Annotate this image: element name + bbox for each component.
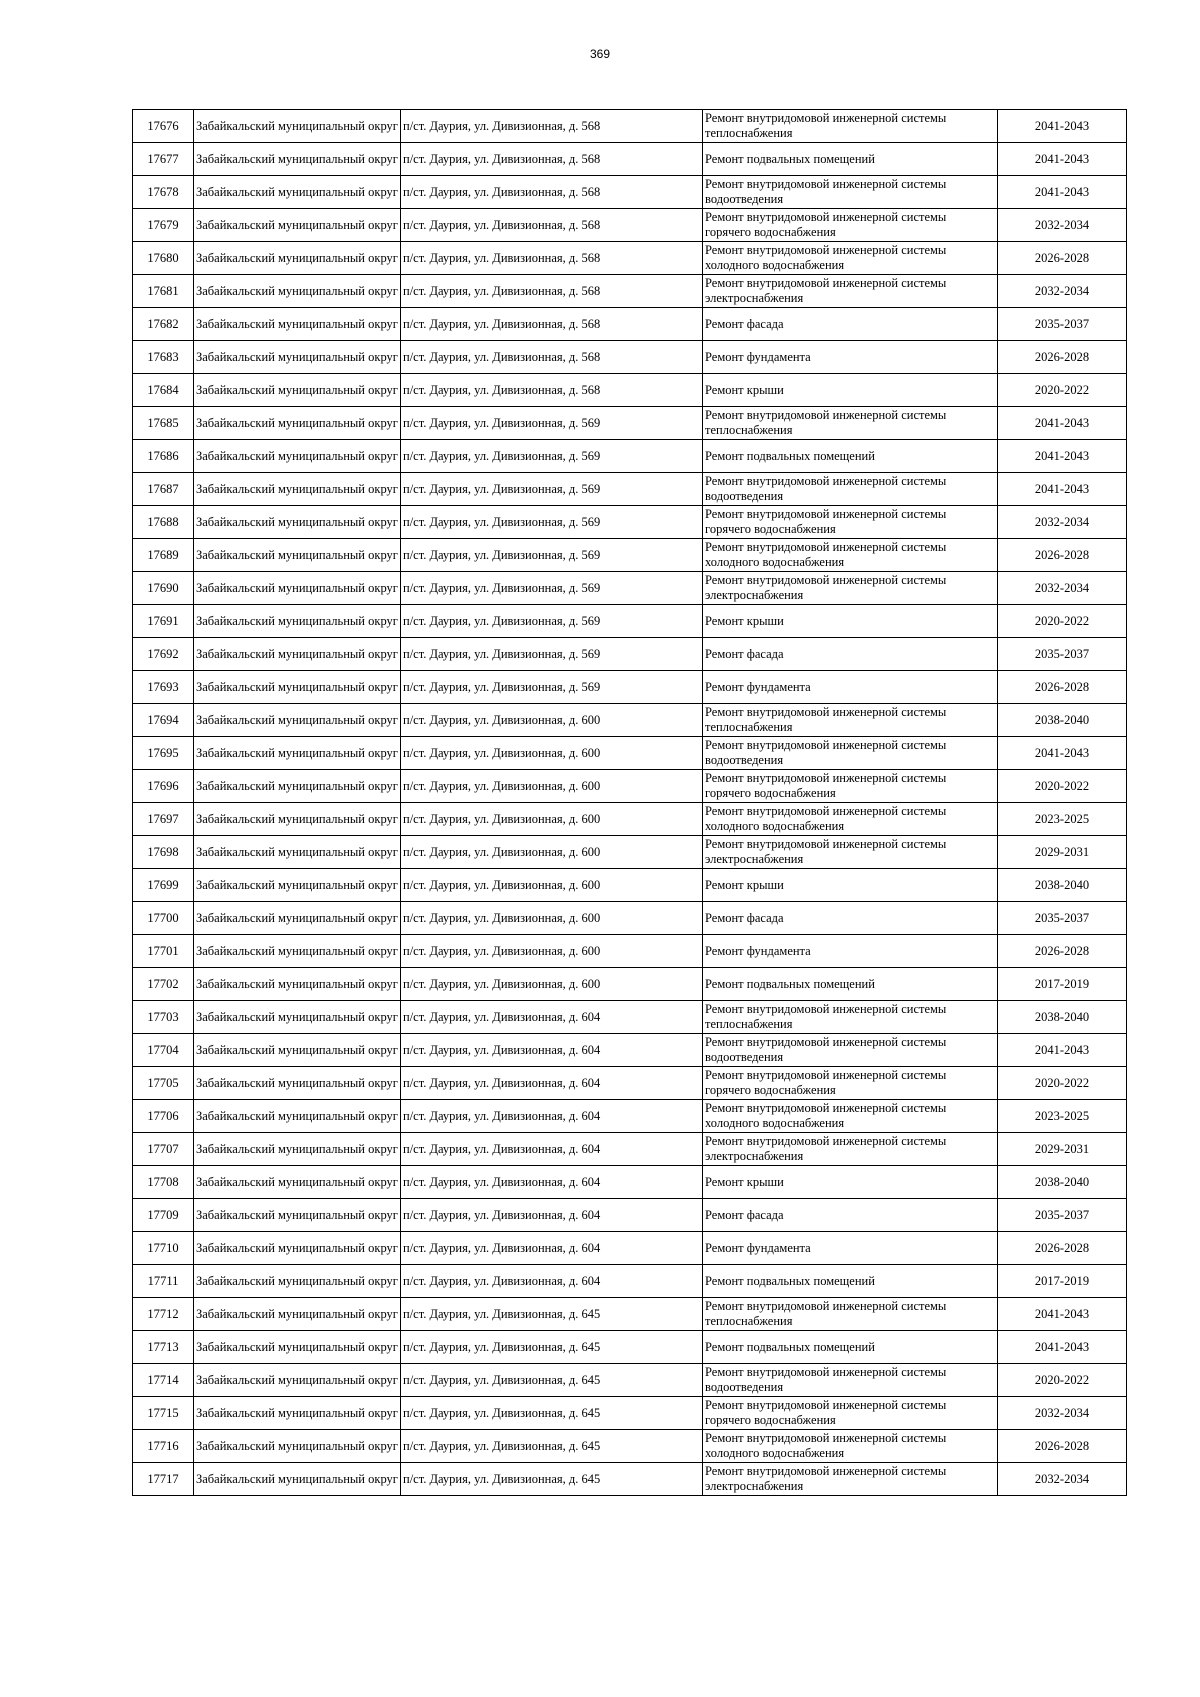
work-type-cell: Ремонт подвальных помещений <box>703 440 998 473</box>
address-cell: п/ст. Даурия, ул. Дивизионная, д. 604 <box>401 1067 703 1100</box>
table-row <box>133 209 1127 242</box>
period-cell: 2020-2022 <box>998 1067 1127 1100</box>
period-cell: 2041-2043 <box>998 737 1127 770</box>
row-number-cell: 17691 <box>133 605 194 638</box>
row-number-cell: 17698 <box>133 836 194 869</box>
period-cell: 2035-2037 <box>998 902 1127 935</box>
row-number-cell: 17713 <box>133 1331 194 1364</box>
period-cell: 2035-2037 <box>998 638 1127 671</box>
table-row <box>133 836 1127 869</box>
address-cell: п/ст. Даурия, ул. Дивизионная, д. 600 <box>401 836 703 869</box>
municipality-cell: Забайкальский муниципальный округ <box>194 539 401 572</box>
municipality-cell: Забайкальский муниципальный округ <box>194 176 401 209</box>
period-cell: 2032-2034 <box>998 209 1127 242</box>
period-cell: 2023-2025 <box>998 1100 1127 1133</box>
table-row <box>133 638 1127 671</box>
period-cell: 2026-2028 <box>998 671 1127 704</box>
row-number-cell: 17685 <box>133 407 194 440</box>
table-row <box>133 770 1127 803</box>
address-cell: п/ст. Даурия, ул. Дивизионная, д. 569 <box>401 440 703 473</box>
work-type-cell: Ремонт фасада <box>703 902 998 935</box>
address-cell: п/ст. Даурия, ул. Дивизионная, д. 569 <box>401 506 703 539</box>
table-row <box>133 473 1127 506</box>
work-type-cell: Ремонт крыши <box>703 605 998 638</box>
period-cell: 2041-2043 <box>998 1298 1127 1331</box>
row-number-cell: 17702 <box>133 968 194 1001</box>
work-type-cell: Ремонт фундамента <box>703 341 998 374</box>
work-type-cell: Ремонт внутридомовой инженерной системы электроснабжения <box>703 275 998 308</box>
work-type-cell: Ремонт внутридомовой инженерной системы горячего водоснабжения <box>703 770 998 803</box>
row-number-cell: 17679 <box>133 209 194 242</box>
address-cell: п/ст. Даурия, ул. Дивизионная, д. 569 <box>401 572 703 605</box>
row-number-cell: 17693 <box>133 671 194 704</box>
table-row <box>133 1166 1127 1199</box>
table-row <box>133 1133 1127 1166</box>
address-cell: п/ст. Даурия, ул. Дивизионная, д. 569 <box>401 407 703 440</box>
work-type-cell: Ремонт крыши <box>703 869 998 902</box>
row-number-cell: 17717 <box>133 1463 194 1496</box>
table-row <box>133 803 1127 836</box>
municipality-cell: Забайкальский муниципальный округ <box>194 440 401 473</box>
period-cell: 2032-2034 <box>998 275 1127 308</box>
period-cell: 2020-2022 <box>998 374 1127 407</box>
municipality-cell: Забайкальский муниципальный округ <box>194 968 401 1001</box>
table-row <box>133 1397 1127 1430</box>
address-cell: п/ст. Даурия, ул. Дивизионная, д. 604 <box>401 1100 703 1133</box>
row-number-cell: 17707 <box>133 1133 194 1166</box>
table-row <box>133 1430 1127 1463</box>
table-row <box>133 1100 1127 1133</box>
address-cell: п/ст. Даурия, ул. Дивизионная, д. 568 <box>401 143 703 176</box>
address-cell: п/ст. Даурия, ул. Дивизионная, д. 568 <box>401 242 703 275</box>
address-cell: п/ст. Даурия, ул. Дивизионная, д. 568 <box>401 275 703 308</box>
period-cell: 2041-2043 <box>998 143 1127 176</box>
municipality-cell: Забайкальский муниципальный округ <box>194 803 401 836</box>
municipality-cell: Забайкальский муниципальный округ <box>194 737 401 770</box>
municipality-cell: Забайкальский муниципальный округ <box>194 1232 401 1265</box>
address-cell: п/ст. Даурия, ул. Дивизионная, д. 600 <box>401 737 703 770</box>
row-number-cell: 17678 <box>133 176 194 209</box>
work-type-cell: Ремонт внутридомовой инженерной системы теплоснабжения <box>703 407 998 440</box>
table-row <box>133 374 1127 407</box>
address-cell: п/ст. Даурия, ул. Дивизионная, д. 568 <box>401 110 703 143</box>
work-type-cell: Ремонт крыши <box>703 1166 998 1199</box>
municipality-cell: Забайкальский муниципальный округ <box>194 770 401 803</box>
address-cell: п/ст. Даурия, ул. Дивизионная, д. 604 <box>401 1166 703 1199</box>
table-row <box>133 308 1127 341</box>
address-cell: п/ст. Даурия, ул. Дивизионная, д. 568 <box>401 308 703 341</box>
municipality-cell: Забайкальский муниципальный округ <box>194 308 401 341</box>
period-cell: 2026-2028 <box>998 935 1127 968</box>
address-cell: п/ст. Даурия, ул. Дивизионная, д. 604 <box>401 1199 703 1232</box>
work-type-cell: Ремонт внутридомовой инженерной системы горячего водоснабжения <box>703 1397 998 1430</box>
row-number-cell: 17703 <box>133 1001 194 1034</box>
work-type-cell: Ремонт внутридомовой инженерной системы электроснабжения <box>703 1133 998 1166</box>
work-type-cell: Ремонт внутридомовой инженерной системы электроснабжения <box>703 1463 998 1496</box>
table-row <box>133 935 1127 968</box>
work-type-cell: Ремонт внутридомовой инженерной системы водоотведения <box>703 1364 998 1397</box>
address-cell: п/ст. Даурия, ул. Дивизионная, д. 604 <box>401 1232 703 1265</box>
table-row <box>133 407 1127 440</box>
address-cell: п/ст. Даурия, ул. Дивизионная, д. 569 <box>401 605 703 638</box>
period-cell: 2041-2043 <box>998 176 1127 209</box>
table-row <box>133 539 1127 572</box>
table-row <box>133 1298 1127 1331</box>
period-cell: 2041-2043 <box>998 407 1127 440</box>
work-type-cell: Ремонт внутридомовой инженерной системы горячего водоснабжения <box>703 1067 998 1100</box>
page-number: 369 <box>589 47 611 61</box>
row-number-cell: 17704 <box>133 1034 194 1067</box>
period-cell: 2038-2040 <box>998 869 1127 902</box>
row-number-cell: 17682 <box>133 308 194 341</box>
row-number-cell: 17683 <box>133 341 194 374</box>
table-row <box>133 902 1127 935</box>
municipality-cell: Забайкальский муниципальный округ <box>194 1364 401 1397</box>
row-number-cell: 17710 <box>133 1232 194 1265</box>
work-type-cell: Ремонт крыши <box>703 374 998 407</box>
municipality-cell: Забайкальский муниципальный округ <box>194 935 401 968</box>
municipality-cell: Забайкальский муниципальный округ <box>194 143 401 176</box>
work-type-cell: Ремонт внутридомовой инженерной системы водоотведения <box>703 737 998 770</box>
work-type-cell: Ремонт внутридомовой инженерной системы электроснабжения <box>703 836 998 869</box>
municipality-cell: Забайкальский муниципальный округ <box>194 407 401 440</box>
period-cell: 2017-2019 <box>998 1265 1127 1298</box>
period-cell: 2032-2034 <box>998 506 1127 539</box>
municipality-cell: Забайкальский муниципальный округ <box>194 671 401 704</box>
address-cell: п/ст. Даурия, ул. Дивизионная, д. 569 <box>401 638 703 671</box>
work-type-cell: Ремонт подвальных помещений <box>703 968 998 1001</box>
municipality-cell: Забайкальский муниципальный округ <box>194 1331 401 1364</box>
table-row <box>133 341 1127 374</box>
row-number-cell: 17699 <box>133 869 194 902</box>
table-row <box>133 737 1127 770</box>
municipality-cell: Забайкальский муниципальный округ <box>194 1397 401 1430</box>
table-body <box>133 110 1127 1496</box>
period-cell: 2026-2028 <box>998 341 1127 374</box>
address-cell: п/ст. Даурия, ул. Дивизионная, д. 569 <box>401 671 703 704</box>
municipality-cell: Забайкальский муниципальный округ <box>194 1298 401 1331</box>
table-row <box>133 1232 1127 1265</box>
work-type-cell: Ремонт фундамента <box>703 935 998 968</box>
row-number-cell: 17705 <box>133 1067 194 1100</box>
row-number-cell: 17711 <box>133 1265 194 1298</box>
row-number-cell: 17692 <box>133 638 194 671</box>
row-number-cell: 17706 <box>133 1100 194 1133</box>
municipality-cell: Забайкальский муниципальный округ <box>194 506 401 539</box>
period-cell: 2041-2043 <box>998 1331 1127 1364</box>
work-type-cell: Ремонт внутридомовой инженерной системы водоотведения <box>703 176 998 209</box>
table-row <box>133 671 1127 704</box>
address-cell: п/ст. Даурия, ул. Дивизионная, д. 569 <box>401 473 703 506</box>
address-cell: п/ст. Даурия, ул. Дивизионная, д. 645 <box>401 1430 703 1463</box>
municipality-cell: Забайкальский муниципальный округ <box>194 1463 401 1496</box>
table-row <box>133 506 1127 539</box>
work-type-cell: Ремонт фундамента <box>703 671 998 704</box>
municipality-cell: Забайкальский муниципальный округ <box>194 1199 401 1232</box>
address-cell: п/ст. Даурия, ул. Дивизионная, д. 568 <box>401 341 703 374</box>
work-type-cell: Ремонт внутридомовой инженерной системы теплоснабжения <box>703 1298 998 1331</box>
period-cell: 2035-2037 <box>998 308 1127 341</box>
row-number-cell: 17681 <box>133 275 194 308</box>
table-row <box>133 440 1127 473</box>
period-cell: 2023-2025 <box>998 803 1127 836</box>
address-cell: п/ст. Даурия, ул. Дивизионная, д. 645 <box>401 1463 703 1496</box>
period-cell: 2020-2022 <box>998 770 1127 803</box>
work-type-cell: Ремонт фундамента <box>703 1232 998 1265</box>
address-cell: п/ст. Даурия, ул. Дивизионная, д. 645 <box>401 1397 703 1430</box>
period-cell: 2020-2022 <box>998 1364 1127 1397</box>
row-number-cell: 17695 <box>133 737 194 770</box>
row-number-cell: 17687 <box>133 473 194 506</box>
period-cell: 2041-2043 <box>998 110 1127 143</box>
row-number-cell: 17697 <box>133 803 194 836</box>
period-cell: 2029-2031 <box>998 836 1127 869</box>
period-cell: 2041-2043 <box>998 440 1127 473</box>
period-cell: 2026-2028 <box>998 1430 1127 1463</box>
address-cell: п/ст. Даурия, ул. Дивизионная, д. 645 <box>401 1298 703 1331</box>
address-cell: п/ст. Даурия, ул. Дивизионная, д. 600 <box>401 770 703 803</box>
municipality-cell: Забайкальский муниципальный округ <box>194 1133 401 1166</box>
period-cell: 2026-2028 <box>998 242 1127 275</box>
address-cell: п/ст. Даурия, ул. Дивизионная, д. 569 <box>401 539 703 572</box>
municipality-cell: Забайкальский муниципальный округ <box>194 110 401 143</box>
work-type-cell: Ремонт внутридомовой инженерной системы электроснабжения <box>703 572 998 605</box>
period-cell: 2029-2031 <box>998 1133 1127 1166</box>
address-cell: п/ст. Даурия, ул. Дивизионная, д. 604 <box>401 1133 703 1166</box>
municipality-cell: Забайкальский муниципальный округ <box>194 374 401 407</box>
municipality-cell: Забайкальский муниципальный округ <box>194 209 401 242</box>
address-cell: п/ст. Даурия, ул. Дивизионная, д. 600 <box>401 902 703 935</box>
municipality-cell: Забайкальский муниципальный округ <box>194 275 401 308</box>
municipality-cell: Забайкальский муниципальный округ <box>194 1430 401 1463</box>
work-type-cell: Ремонт внутридомовой инженерной системы холодного водоснабжения <box>703 1430 998 1463</box>
row-number-cell: 17716 <box>133 1430 194 1463</box>
table-row <box>133 869 1127 902</box>
work-type-cell: Ремонт внутридомовой инженерной системы холодного водоснабжения <box>703 1100 998 1133</box>
period-cell: 2035-2037 <box>998 1199 1127 1232</box>
row-number-cell: 17715 <box>133 1397 194 1430</box>
address-cell: п/ст. Даурия, ул. Дивизионная, д. 600 <box>401 704 703 737</box>
row-number-cell: 17689 <box>133 539 194 572</box>
table-row <box>133 1067 1127 1100</box>
municipality-cell: Забайкальский муниципальный округ <box>194 1067 401 1100</box>
table-row <box>133 968 1127 1001</box>
row-number-cell: 17690 <box>133 572 194 605</box>
municipality-cell: Забайкальский муниципальный округ <box>194 836 401 869</box>
period-cell: 2032-2034 <box>998 1463 1127 1496</box>
municipality-cell: Забайкальский муниципальный округ <box>194 902 401 935</box>
work-type-cell: Ремонт внутридомовой инженерной системы теплоснабжения <box>703 1001 998 1034</box>
work-type-cell: Ремонт внутридомовой инженерной системы холодного водоснабжения <box>703 539 998 572</box>
municipality-cell: Забайкальский муниципальный округ <box>194 473 401 506</box>
period-cell: 2032-2034 <box>998 572 1127 605</box>
row-number-cell: 17694 <box>133 704 194 737</box>
row-number-cell: 17712 <box>133 1298 194 1331</box>
address-cell: п/ст. Даурия, ул. Дивизионная, д. 568 <box>401 176 703 209</box>
period-cell: 2017-2019 <box>998 968 1127 1001</box>
address-cell: п/ст. Даурия, ул. Дивизионная, д. 568 <box>401 374 703 407</box>
address-cell: п/ст. Даурия, ул. Дивизионная, д. 600 <box>401 869 703 902</box>
row-number-cell: 17680 <box>133 242 194 275</box>
period-cell: 2038-2040 <box>998 1001 1127 1034</box>
work-type-cell: Ремонт внутридомовой инженерной системы горячего водоснабжения <box>703 209 998 242</box>
work-type-cell: Ремонт подвальных помещений <box>703 1331 998 1364</box>
work-type-cell: Ремонт фасада <box>703 638 998 671</box>
period-cell: 2038-2040 <box>998 1166 1127 1199</box>
period-cell: 2026-2028 <box>998 1232 1127 1265</box>
table-row <box>133 1331 1127 1364</box>
row-number-cell: 17700 <box>133 902 194 935</box>
work-type-cell: Ремонт подвальных помещений <box>703 143 998 176</box>
municipality-cell: Забайкальский муниципальный округ <box>194 869 401 902</box>
table-row <box>133 1199 1127 1232</box>
address-cell: п/ст. Даурия, ул. Дивизионная, д. 604 <box>401 1001 703 1034</box>
address-cell: п/ст. Даурия, ул. Дивизионная, д. 600 <box>401 803 703 836</box>
address-cell: п/ст. Даурия, ул. Дивизионная, д. 600 <box>401 968 703 1001</box>
municipality-cell: Забайкальский муниципальный округ <box>194 1265 401 1298</box>
table-row <box>133 704 1127 737</box>
row-number-cell: 17688 <box>133 506 194 539</box>
work-type-cell: Ремонт внутридомовой инженерной системы водоотведения <box>703 1034 998 1067</box>
period-cell: 2020-2022 <box>998 605 1127 638</box>
municipality-cell: Забайкальский муниципальный округ <box>194 638 401 671</box>
table-row <box>133 572 1127 605</box>
row-number-cell: 17714 <box>133 1364 194 1397</box>
work-type-cell: Ремонт внутридомовой инженерной системы водоотведения <box>703 473 998 506</box>
address-cell: п/ст. Даурия, ул. Дивизионная, д. 645 <box>401 1331 703 1364</box>
row-number-cell: 17708 <box>133 1166 194 1199</box>
municipality-cell: Забайкальский муниципальный округ <box>194 341 401 374</box>
row-number-cell: 17696 <box>133 770 194 803</box>
table-row <box>133 1463 1127 1496</box>
row-number-cell: 17686 <box>133 440 194 473</box>
municipality-cell: Забайкальский муниципальный округ <box>194 1034 401 1067</box>
municipality-cell: Забайкальский муниципальный округ <box>194 1166 401 1199</box>
work-type-cell: Ремонт внутридомовой инженерной системы теплоснабжения <box>703 704 998 737</box>
row-number-cell: 17677 <box>133 143 194 176</box>
table-row <box>133 242 1127 275</box>
period-cell: 2032-2034 <box>998 1397 1127 1430</box>
table-row <box>133 275 1127 308</box>
municipality-cell: Забайкальский муниципальный округ <box>194 704 401 737</box>
work-type-cell: Ремонт внутридомовой инженерной системы холодного водоснабжения <box>703 242 998 275</box>
repair-schedule-table <box>132 109 1127 1496</box>
address-cell: п/ст. Даурия, ул. Дивизионная, д. 600 <box>401 935 703 968</box>
table-row <box>133 176 1127 209</box>
period-cell: 2041-2043 <box>998 473 1127 506</box>
table-row <box>133 143 1127 176</box>
address-cell: п/ст. Даурия, ул. Дивизионная, д. 568 <box>401 209 703 242</box>
municipality-cell: Забайкальский муниципальный округ <box>194 605 401 638</box>
row-number-cell: 17676 <box>133 110 194 143</box>
table-row <box>133 605 1127 638</box>
address-cell: п/ст. Даурия, ул. Дивизионная, д. 604 <box>401 1034 703 1067</box>
address-cell: п/ст. Даурия, ул. Дивизионная, д. 645 <box>401 1364 703 1397</box>
row-number-cell: 17684 <box>133 374 194 407</box>
work-type-cell: Ремонт внутридомовой инженерной системы теплоснабжения <box>703 110 998 143</box>
work-type-cell: Ремонт подвальных помещений <box>703 1265 998 1298</box>
municipality-cell: Забайкальский муниципальный округ <box>194 1100 401 1133</box>
table-row <box>133 1265 1127 1298</box>
period-cell: 2026-2028 <box>998 539 1127 572</box>
work-type-cell: Ремонт фасада <box>703 308 998 341</box>
work-type-cell: Ремонт внутридомовой инженерной системы горячего водоснабжения <box>703 506 998 539</box>
address-cell: п/ст. Даурия, ул. Дивизионная, д. 604 <box>401 1265 703 1298</box>
municipality-cell: Забайкальский муниципальный округ <box>194 1001 401 1034</box>
period-cell: 2041-2043 <box>998 1034 1127 1067</box>
table-row <box>133 110 1127 143</box>
municipality-cell: Забайкальский муниципальный округ <box>194 572 401 605</box>
municipality-cell: Забайкальский муниципальный округ <box>194 242 401 275</box>
period-cell: 2038-2040 <box>998 704 1127 737</box>
row-number-cell: 17701 <box>133 935 194 968</box>
table-row <box>133 1364 1127 1397</box>
table-row <box>133 1034 1127 1067</box>
work-type-cell: Ремонт фасада <box>703 1199 998 1232</box>
row-number-cell: 17709 <box>133 1199 194 1232</box>
table-row <box>133 1001 1127 1034</box>
work-type-cell: Ремонт внутридомовой инженерной системы холодного водоснабжения <box>703 803 998 836</box>
